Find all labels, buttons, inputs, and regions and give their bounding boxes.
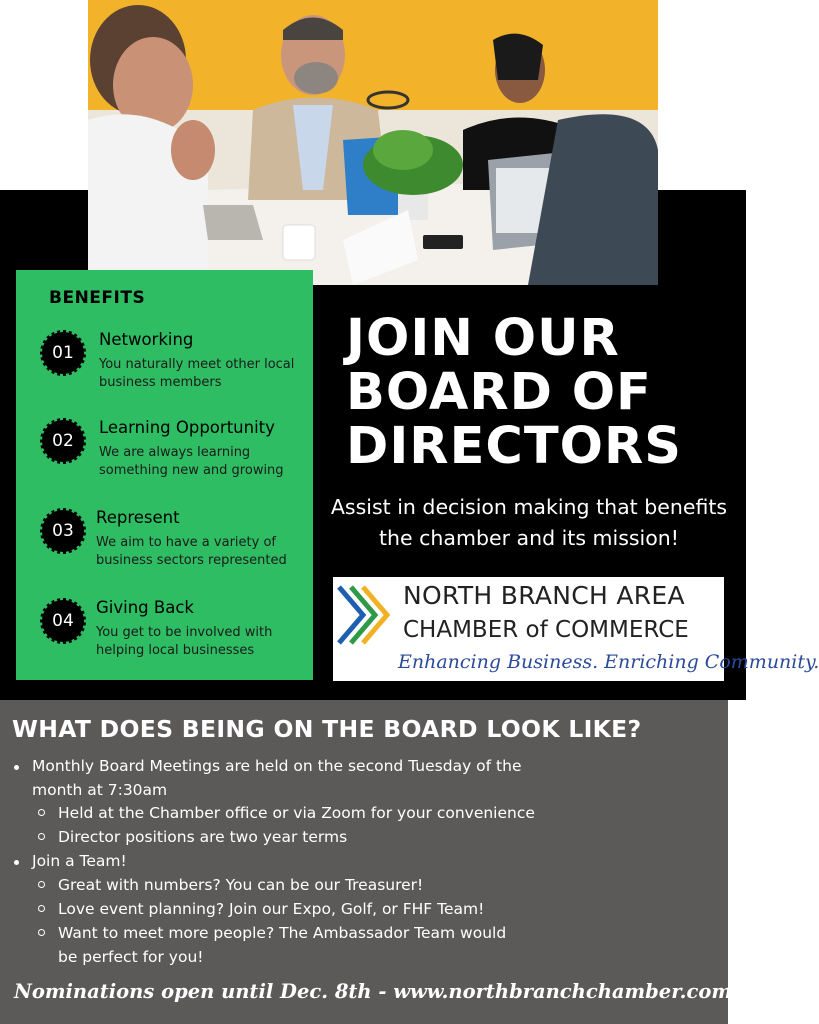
chevron-logo-icon [337,583,401,647]
sub-bullet-icon [38,905,45,912]
sub-list-item: Love event planning? Join our Expo, Golf, or FHF Team! [58,900,485,918]
sub-list-item-continued: be perfect for you! [58,948,204,966]
chamber-logo [333,577,819,681]
benefit-description: You naturally meet other local business members [99,357,295,390]
logo-tagline: Enhancing Business. Enriching Community. [398,651,819,673]
meeting-photo [88,0,658,285]
benefits-title: BENEFITS [49,288,146,308]
sub-list-item: Want to meet more people? The Ambassador Team would [58,924,507,942]
benefit-number-badge: 04 [42,600,84,642]
subheadline [312,492,746,554]
subheadline-line: Assist in decision making that benefits [330,495,728,519]
benefit-number-badge: 01 [42,332,84,374]
benefit-title: Giving Back [96,598,194,617]
sub-bullet-icon [38,809,45,816]
list-item: Monthly Board Meetings are held on the second Tuesday of the [32,757,522,775]
benefit-number-badge: 02 [42,420,84,462]
right-margin [728,700,746,1024]
benefit-description: We are always learning something new and growing [99,445,284,478]
bullet-icon [14,765,19,770]
headline-line: JOIN OUR [346,309,620,368]
sub-bullet-icon [38,833,45,840]
sub-list-item: Great with numbers? You can be our Treasurer! [58,876,424,894]
benefit-description: You get to be involved with helping local businesses [96,625,273,658]
sub-bullet-icon [38,881,45,888]
headline-line: BOARD OF [346,363,652,422]
headline-line: DIRECTORS [346,417,682,476]
benefit-title: Learning Opportunity [99,418,275,437]
list-item: Join a Team! [32,852,127,870]
sub-list-item: Held at the Chamber office or via Zoom for your convenience [58,804,535,822]
logo-text-line1: NORTH BRANCH AREA [403,581,685,610]
headline [346,309,736,476]
footer-nominations-text: Nominations open until Dec. 8th - www.northbranchchamber.com [14,980,732,1003]
benefits-panel [16,270,313,680]
subheadline-line: the chamber and its mission! [378,526,679,550]
benefit-number-badge: 03 [42,510,84,552]
benefit-title: Networking [99,330,194,349]
sub-bullet-icon [38,929,45,936]
benefit-title: Represent [96,508,180,527]
sub-list-item: Director positions are two year terms [58,828,348,846]
bullet-icon [14,860,19,865]
benefit-description: We aim to have a variety of business sectors represented [96,535,287,568]
logo-text-line2: CHAMBER of COMMERCE [403,617,689,643]
section-heading: WHAT DOES BEING ON THE BOARD LOOK LIKE? [12,715,642,743]
list-item-continued: month at 7:30am [32,781,168,799]
